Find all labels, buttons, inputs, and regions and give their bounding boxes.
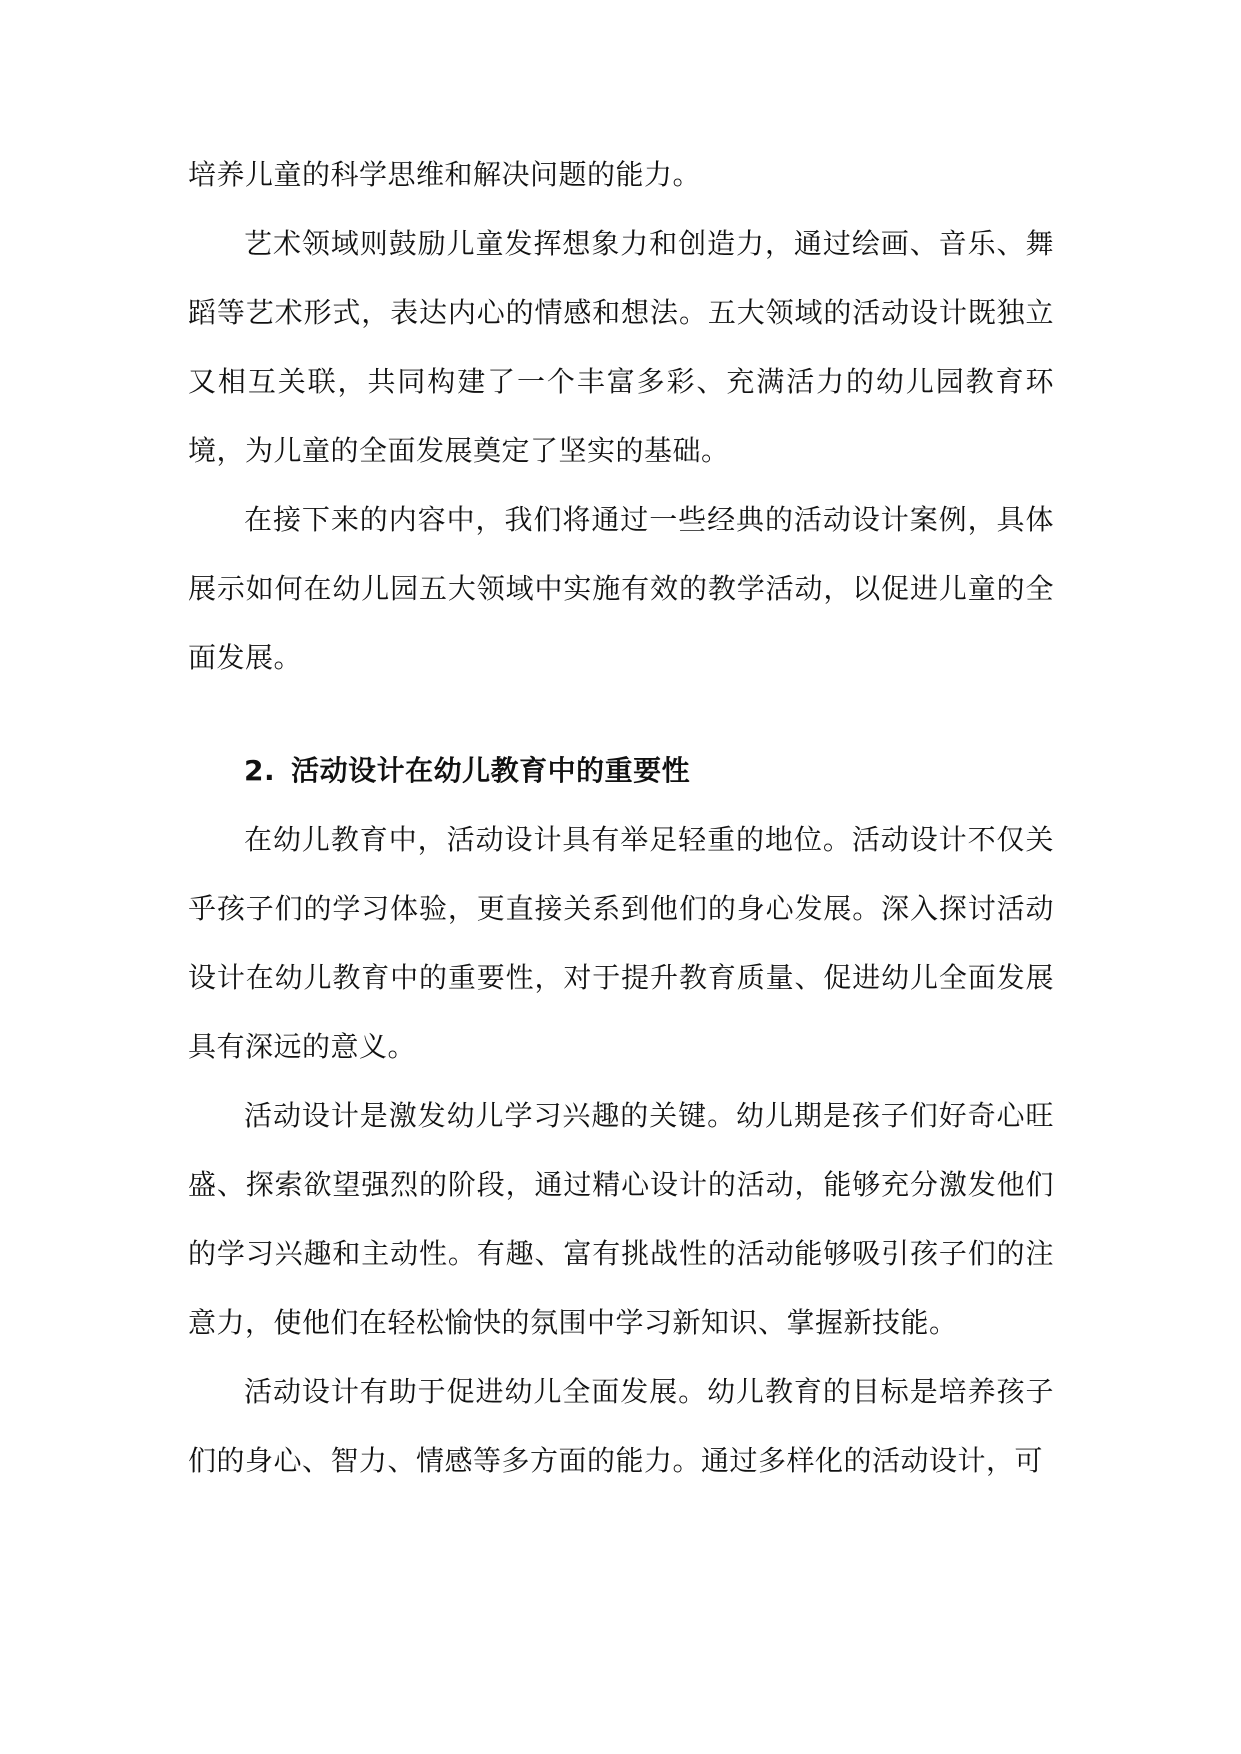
paragraph-1: 培养儿童的科学思维和解决问题的能力。 <box>188 158 702 191</box>
section-title: 活动设计在幼儿教育中的重要性 <box>291 754 691 787</box>
paragraph-6: 活动设计有助于促进幼儿全面发展。幼儿教育的目标是培养孩子们的身心、智力、情感等多方面的能力。通过多样化的活动设计，可 <box>188 1375 1054 1477</box>
document-body <box>188 140 1054 1495</box>
section-number: 2. <box>244 754 276 787</box>
section-heading <box>188 736 1054 805</box>
paragraph-3: 在接下来的内容中，我们将通过一些经典的活动设计案例，具体展示如何在幼儿园五大领域中实施有效的教学活动，以促进儿童的全面发展。 <box>188 503 1054 674</box>
paragraph-5: 活动设计是激发幼儿学习兴趣的关键。幼儿期是孩子们好奇心旺盛、探索欲望强烈的阶段，通过精心设计的活动，能够充分激发他们的学习兴趣和主动性。有趣、富有挑战性的活动能够吸引孩子们的注意力，使他们在轻松愉快的氛围中学习新知识、掌握新技能。 <box>188 1099 1054 1339</box>
paragraph-4: 在幼儿教育中，活动设计具有举足轻重的地位。活动设计不仅关乎孩子们的学习体验，更直接关系到他们的身心发展。深入探讨活动设计在幼儿教育中的重要性，对于提升教育质量、促进幼儿全面发展具有深远的意义。 <box>188 823 1054 1063</box>
paragraph-2: 艺术领域则鼓励儿童发挥想象力和创造力，通过绘画、音乐、舞蹈等艺术形式，表达内心的情感和想法。五大领域的活动设计既独立又相互关联，共同构建了一个丰富多彩、充满活力的幼儿园教育环境，为儿童的全面发展奠定了坚实的基础。 <box>188 227 1054 467</box>
